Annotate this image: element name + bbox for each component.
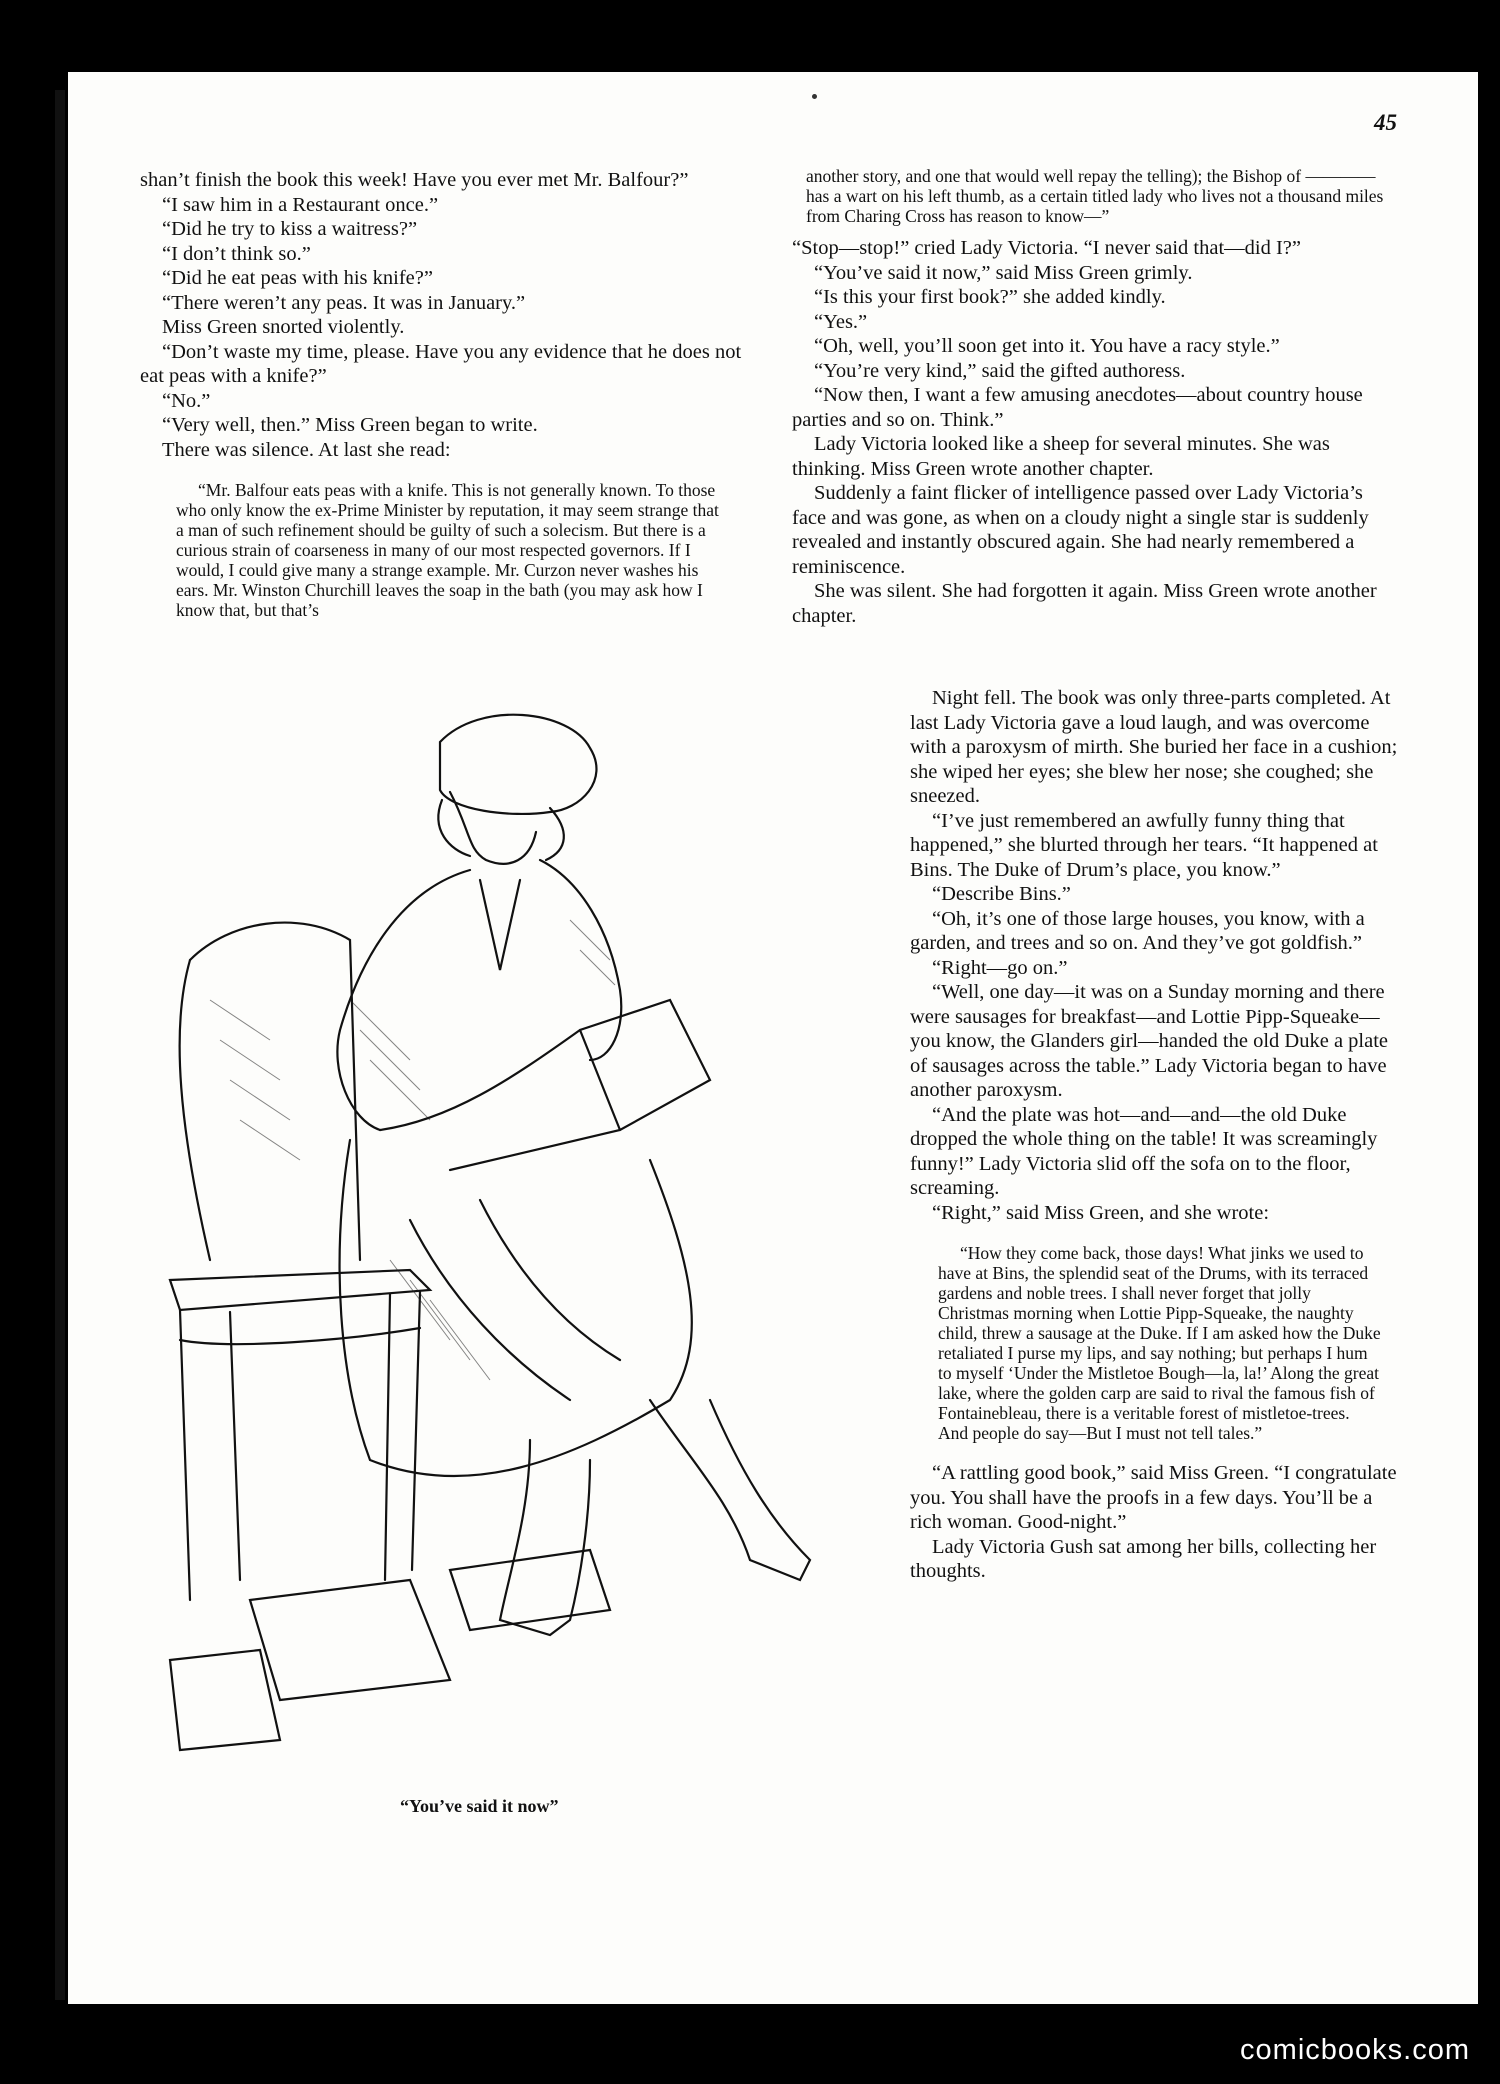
paragraph: There was silence. At last she read:: [162, 438, 451, 461]
paragraph: Miss Green snorted violently.: [162, 316, 405, 338]
paragraph: Night fell. The book was only three-parts completed. At last Lady Victoria gave a loud laugh, and was overcome with a paroxysm of mirth. She buried her face in a cushion; she wiped her eyes; she blew her nose; she coughed; she sneezed.: [910, 687, 1398, 807]
quoted-excerpt: “Mr. Balfour eats peas with a knife. This is not generally known. To those who only know the ex-Prime Minister by reputation, it may seem strange that a man of such refinement should be guilty of such a solecism. But there is a curious strain of coarseness in many of our most respected governors. If I would, I could give many a strange example. Mr. Curzon never washes his ears. Mr. Winston Churchill leaves the soap in the bath (you may ask how I know that, but that’s: [176, 480, 719, 620]
watermark: comicbooks.com: [1240, 2034, 1470, 2066]
ink-speck: [812, 94, 817, 99]
paragraph: “Now then, I want a few amusing anecdotes—about country house parties and so on. Think.”: [792, 384, 1363, 431]
paragraph: “No.”: [162, 389, 211, 412]
quoted-excerpt: “How they come back, those days! What jinks we used to have at Bins, the splendid seat of the Drums, with its terraced gardens and noble trees. I shall never forget that jolly Christmas morning when Lottie Pipp-Squeake, the naughty child, threw a sausage at the Duke. If I am asked how the Duke retaliated I purse my lips, and say nothing; but perhaps I hum to myself ‘Under the Mistletoe Bough—la, la!’ Along the great lake, where the golden carp are said to rival the famous fish of Fontainebleau, there is a veritable forest of mistletoe-trees. And people do say—But I must not tell tales.”: [938, 1243, 1381, 1443]
gutter-edge: [55, 90, 65, 2000]
right-narrow-column: [910, 686, 1402, 1584]
paragraph: “There weren’t any peas. It was in January.”: [162, 291, 526, 314]
paragraph: “You’ve said it now,” said Miss Green grimly.: [814, 261, 1193, 284]
paragraph: “Don’t waste my time, please. Have you any evidence that he does not eat peas with a knife?”: [140, 340, 742, 387]
page-number: 45: [1374, 110, 1397, 135]
paragraph: “I’ve just remembered an awfully funny thing that happened,” she blurted through her tears. “It happened at Bins. The Duke of Drum’s place, you know.”: [910, 809, 1378, 881]
paragraph: “Describe Bins.”: [932, 883, 1071, 905]
illustration-caption: “You’ve said it now”: [400, 1796, 559, 1816]
paragraph: “Did he try to kiss a waitress?”: [162, 218, 418, 240]
paragraph: “Oh, it’s one of those large houses, you know, with a garden, and trees and so on. And they’ve got goldfish.”: [910, 907, 1365, 954]
paragraph: “You’re very kind,” said the gifted authoress.: [814, 359, 1186, 382]
illustration-woman-reading: [150, 700, 890, 1780]
paragraph: “Oh, well, you’ll soon get into it. You have a racy style.”: [814, 335, 1280, 357]
right-column: [792, 166, 1402, 628]
paragraph: “Is this your first book?” she added kindly.: [814, 286, 1166, 308]
paragraph: shan’t finish the book this week! Have you ever met Mr. Balfour?”: [140, 169, 689, 191]
paragraph: “Right,” said Miss Green, and she wrote:: [932, 1201, 1270, 1224]
paragraph: “A rattling good book,” said Miss Green. “I congratulate you. You shall have the proofs in a few days. You’ll be a rich woman. Good-night.”: [910, 1462, 1397, 1533]
paragraph: “Yes.”: [814, 310, 868, 333]
paragraph: “Very well, then.” Miss Green began to write.: [162, 414, 538, 436]
paragraph: “And the plate was hot—and—and—the old Duke dropped the whole thing on the table! It was screamingly funny!” Lady Victoria slid off the sofa on to the floor, screaming.: [910, 1103, 1378, 1199]
paragraph: Lady Victoria Gush sat among her bills, collecting her thoughts.: [910, 1535, 1377, 1582]
paragraph: “Well, one day—it was on a Sunday morning and there were sausages for breakfast—and Lottie Pipp-Squeake—you know, the Glanders girl—handed the old Duke a plate of sausages across the table.” Lady Victoria began to have another paroxysm.: [910, 981, 1389, 1101]
paragraph: “Right—go on.”: [932, 956, 1068, 979]
page-right-edge: [1478, 60, 1500, 2010]
paragraph: “I don’t think so.”: [162, 242, 311, 265]
paragraph: She was silent. She had forgotten it again. Miss Green wrote another chapter.: [792, 580, 1377, 627]
quoted-excerpt-continued: another story, and one that would well repay the telling); the Bishop of ———— has a wart on his left thumb, as a certain titled lady who lives not a thousand miles from Charing Cross has reason to know—”: [806, 166, 1384, 226]
paragraph: Suddenly a faint flicker of intelligence passed over Lady Victoria’s face and was gone, as when on a cloudy night a single star is suddenly revealed and instantly obscured again. She had nearly remembered a reminiscence.: [792, 482, 1369, 578]
paragraph: “I saw him in a Restaurant once.”: [162, 193, 439, 216]
paragraph: Lady Victoria looked like a sheep for several minutes. She was thinking. Miss Green wrote another chapter.: [792, 433, 1330, 480]
paragraph: “Did he eat peas with his knife?”: [162, 267, 433, 289]
left-column: [140, 168, 746, 620]
paragraph: “Stop—stop!” cried Lady Victoria. “I never said that—did I?”: [792, 237, 1302, 259]
